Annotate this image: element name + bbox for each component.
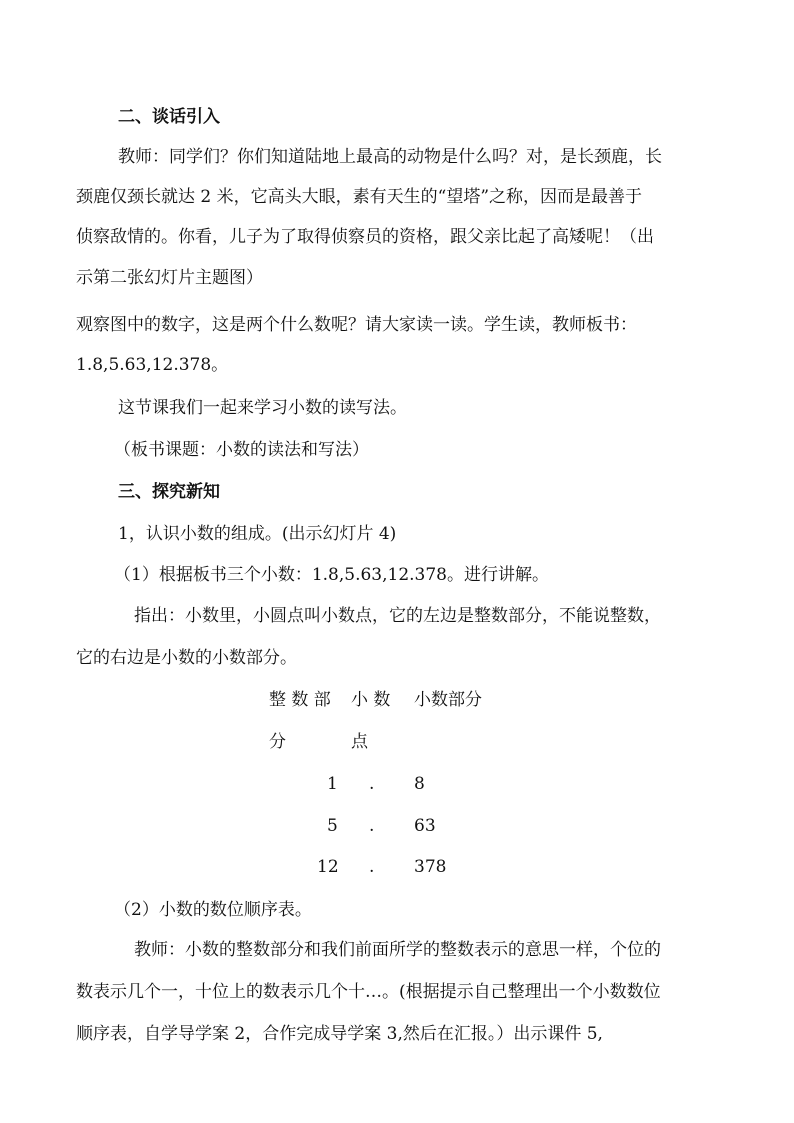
point-line-1: 指出：小数里，小圆点叫小数点，它的左边是整数部分，不能说整数， [134,606,661,626]
intro-paragraph-line-1: 教师：同学们？你们知道陆地上最高的动物是什么吗？对，是长颈鹿，长 [118,147,662,167]
item-1-text: 1，认识小数的组成。(出示幻灯片 4) [118,524,397,544]
teacher-paragraph-line-1: 教师：小数的整数部分和我们前面所学的整数表示的意思一样，个位的 [134,940,661,960]
point-line-2: 它的右边是小数的小数部分。 [76,648,297,668]
table-row-1-dot: . [369,774,375,794]
table-row-3-dot: . [369,857,375,877]
section-heading-3: 三、探究新知 [118,482,220,502]
observe-paragraph-line-2: 1.8,5.63,12.378。 [76,355,229,375]
board-title-note: （板书课题：小数的读法和写法） [114,440,369,460]
table-header-decimal-point: 小 数 [351,690,391,710]
table-row-3-decimal: 378 [414,857,447,877]
intro-paragraph-line-4: 示第二张幻灯片主题图） [76,268,263,288]
item-1-2-text: （2）小数的数位顺序表。 [114,900,312,920]
table-header-decimal-part: 小数部分 [414,690,482,710]
table-row-2-integer: 5 [327,816,338,836]
intro-paragraph-line-3: 侦察敌情的。你看，儿子为了取得侦察员的资格，跟父亲比起了高矮呢！（出 [76,227,654,247]
intro-paragraph-line-2: 颈鹿仅颈长就达 2 米，它高头大眼，素有天生的“望塔”之称，因而是最善于 [76,187,643,207]
table-row-3-integer: 12 [317,857,339,877]
section-heading-2: 二、谈话引入 [118,107,220,127]
table-header-integer-part: 整 数 部 [269,690,331,710]
table-row-1-decimal: 8 [414,774,425,794]
table-row-2-dot: . [369,816,375,836]
table-row-2-decimal: 63 [414,816,436,836]
observe-paragraph-line-1: 观察图中的数字，这是两个什么数呢？请大家读一读。学生读，教师板书： [76,315,637,335]
teacher-paragraph-line-2: 数表示几个一，十位上的数表示几个十…。(根据提示自己整理出一个小数数位 [76,982,661,1002]
table-header-integer-part-cont: 分 [269,732,286,752]
lesson-intro-text: 这节课我们一起来学习小数的读写法。 [118,398,407,418]
item-1-1-text: （1）根据板书三个小数：1.8,5.63,12.378。进行讲解。 [114,565,549,585]
teacher-paragraph-line-3: 顺序表，自学导学案 2，合作完成导学案 3,然后在汇报。）出示课件 5, [76,1024,603,1044]
table-row-1-integer: 1 [327,774,338,794]
table-header-decimal-point-cont: 点 [351,732,368,752]
